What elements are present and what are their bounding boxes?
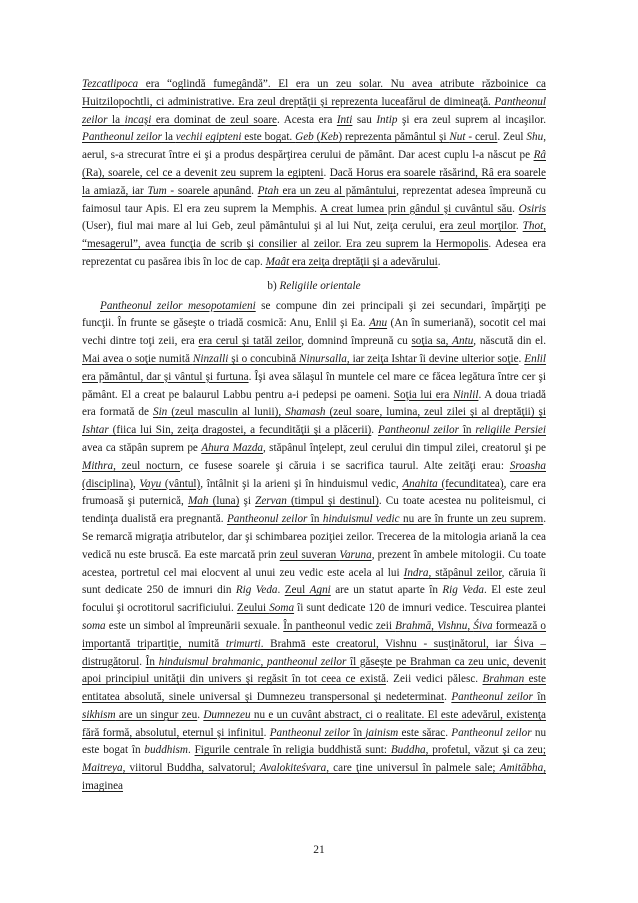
text-run: .: [444, 691, 452, 704]
text-run: (zeul masculin al lunii),: [167, 406, 286, 419]
text-run: Ahura Mazda: [201, 441, 264, 454]
text-run: Mai avea o soţie numită: [82, 352, 193, 365]
text-run: Varuna: [339, 548, 372, 561]
text-run: (zeul soare, lumina, zeul zilei şi al dreptăţii) şi: [325, 406, 546, 419]
text-run: nu e un cuvânt abstract, ci o realitate. El este adevărul, existenţa fără formă, absolutul, eternul şi infinitul: [82, 708, 547, 739]
text-run: , iar zeiţa Ishtar îi devine ulterior soţie: [346, 352, 519, 365]
text-run: (fiica lui Sin, zeiţa dragostei, a fecundităţii şi a plăcerii): [108, 424, 372, 437]
text-run: în: [307, 513, 323, 526]
text-run: , stăpânul înţelept, zeul cerului din timpul zilei, creatorul şi pe: [263, 441, 546, 454]
paragraph-egypt-incas: [82, 76, 546, 272]
text-run: îl găseşte pe Brahman ca zeu unic, devenit apoi principiul unităţii din univers şi regăsit în tot ceea ce există: [82, 655, 546, 686]
text-run: Tezcatlipoca: [82, 78, 139, 90]
text-run: Zeului: [236, 602, 270, 615]
text-run: , întâlnit şi la arieni şi în hinduismul vedic,: [200, 477, 403, 490]
text-run: Keb: [320, 131, 339, 144]
text-run: , zeul nocturn: [113, 459, 181, 472]
text-run: nu este bogat în: [82, 726, 547, 757]
text-run: , stăpânul zeilor: [428, 566, 502, 579]
text-run: ,: [260, 655, 267, 668]
text-run: ) reprezenta pământul şi: [338, 131, 450, 144]
text-run: Pantheonul zeilor: [451, 726, 532, 739]
text-run: , ce fusese soarele şi căruia i se sacrifica taurul. Alte zeităţi erau:: [180, 459, 510, 472]
text-run: , care era frumoasă şi puternică,: [82, 477, 546, 508]
text-run: era “oglindă fumegândă”. El era un zeu solar. Nu avea atribute războinice ca Huitzilopochtli, ci administrative. Era zeul dreptăţii şi reprezenta luceafărul de dimineaţă.: [82, 78, 546, 108]
text-run: este un simbol al împreunării sexuale.: [105, 619, 284, 632]
paragraph-oriental-religions: [82, 298, 546, 796]
text-run: sikhism: [82, 708, 116, 721]
text-run: .: [277, 584, 285, 597]
text-run: . Cu toate acestea nu politeismul, ci tendinţa dualistă era pregnantă.: [82, 495, 546, 526]
text-run: şi era zeul suprem al incaşilor.: [397, 113, 546, 126]
text-run: soma: [82, 619, 106, 632]
text-run: Pantheonul zeilor: [451, 691, 533, 704]
text-run: pantheonul zeilor: [266, 655, 347, 668]
text-run: era zeul morţilor: [439, 220, 516, 233]
text-run: Avalokiteśvara: [259, 762, 327, 775]
text-run: . Se remarcă migraţia atributelor, dar şi schimbarea poziţiei zeilor. Trecerea de la mitologia ariană la cea vedică nu este bruscă. Ea este marcată prin: [82, 513, 547, 561]
text-run: era cerul şi tatăl zeilor: [198, 335, 302, 348]
text-run: , viitorul Buddha, salvatorul;: [122, 762, 260, 775]
text-run: Cu toate acestea, portretul cel mai elocvent al unui zeu vedic este acela al lui: [82, 548, 546, 579]
text-run: sau: [352, 113, 377, 126]
text-run: Pantheonul zeilor: [82, 131, 162, 144]
text-run: Figurile centrale în religia buddhistă sunt:: [194, 744, 391, 757]
text-run: Pantheonul zeilor: [269, 726, 351, 739]
text-run: Pantheonul zeilor mesopotamieni: [100, 299, 256, 312]
text-run: .: [518, 352, 525, 365]
text-run: Inti: [336, 113, 353, 126]
text-run: Indra: [403, 566, 429, 579]
text-run: Ninlil: [452, 388, 479, 401]
text-run: şi o concubină: [228, 352, 299, 365]
text-run: Anu: [369, 317, 388, 330]
text-run: Osiris: [518, 202, 547, 215]
text-run: Ninzalli: [192, 352, 229, 365]
text-run: (: [313, 131, 321, 144]
text-run: . Zeii vedici pălesc.: [385, 673, 483, 686]
text-run: Dacă Horus era soarele răsărind, Râ era soarele la amiază, iar: [82, 166, 546, 197]
text-run: Intip: [376, 113, 398, 126]
text-run: Agni: [309, 584, 331, 597]
text-run: , imaginea: [82, 762, 546, 793]
text-run: Brahman: [482, 673, 525, 686]
text-run: A creat lumea prin gândul şi cuvântul său: [320, 202, 513, 215]
text-run: Mithra: [82, 459, 114, 472]
text-run: .: [437, 255, 441, 268]
text-run: are un statut aparte în: [330, 584, 443, 597]
text-run: Enlil: [524, 352, 547, 365]
text-run: , profetul, văzut şi ca zeu;: [425, 744, 547, 757]
section-heading: [82, 278, 546, 296]
text-run: ,: [467, 619, 474, 632]
text-run: Dumnezeu: [203, 708, 251, 721]
text-run: incaşi: [124, 113, 152, 126]
text-run: Antu: [452, 335, 474, 348]
text-run: Soma: [269, 602, 295, 615]
text-run: Vishnu: [437, 619, 468, 632]
text-run: şi: [239, 495, 256, 508]
text-run: .: [263, 726, 270, 739]
text-run: în: [532, 691, 547, 704]
text-run: Pantheonul zeilor: [226, 513, 308, 526]
text-run: Pantheonul zeilor: [82, 95, 546, 126]
text-run: . Adesea era reprezentat cu pasărea ibis în loc de cap.: [82, 238, 546, 268]
text-run: . Brahmā este creatorul, Vishnu - susţinătorul, iar Śiva – distrugătorul: [82, 637, 546, 668]
text-run: (fecunditatea): [437, 477, 504, 490]
page-number: 21: [313, 844, 325, 856]
text-run: Soţia lui era: [393, 388, 453, 401]
text-run: în: [458, 424, 476, 437]
text-run: Vayu: [139, 477, 162, 490]
text-run: hinduismul brahmanic: [158, 655, 261, 668]
text-run: .: [371, 424, 378, 437]
text-run: Geb: [295, 131, 314, 144]
text-run: , prezent în ambele mitologii.: [371, 548, 509, 561]
text-run: hinduismul vedic: [322, 513, 400, 526]
text-run: (timpul şi destinul): [286, 495, 379, 508]
text-run: - cerul: [465, 131, 498, 144]
text-run: era un zeu al pământului: [278, 184, 397, 197]
text-run: (vântul): [161, 477, 201, 490]
text-run: este entitatea absolută, sinele universal şi Dumnezeu transpersonal şi nedeterminat: [82, 673, 546, 704]
text-run: Zeul: [284, 584, 310, 597]
text-run: este sărac: [398, 726, 446, 739]
text-run: - soarele apunând: [166, 184, 252, 197]
text-run: era zeiţa dreptăţii şi a adevărului: [289, 255, 438, 268]
text-run: În: [145, 655, 159, 668]
text-run: era pământul, dar şi vântul şi furtuna: [82, 370, 249, 383]
text-run: (An în sumeriană), socotit cel mai vechi dintre toţi zeii, era: [82, 317, 546, 348]
text-run: Maitreya: [82, 762, 123, 775]
text-run: Rig Veda: [442, 584, 485, 597]
text-run: Râ: [533, 149, 546, 162]
text-run: , reprezentat adesea împreună cu faimosul taur Apis. El era zeu suprem la Memphis.: [82, 184, 546, 215]
text-run: Ishtar: [82, 424, 109, 437]
text-run: (Ra), soarele, cel ce a devenit zeu suprem la egipteni: [82, 166, 324, 179]
text-run: vechii egipteni: [175, 131, 242, 144]
text-run: Pantheonul zeilor: [377, 424, 459, 437]
text-run: nu are în frunte un zeu suprem: [399, 513, 544, 526]
text-run: .: [197, 708, 204, 721]
text-run: ,: [431, 619, 438, 632]
text-run: îi sunt dedicate 120 de imnuri vedice. Tescuirea plantei: [294, 602, 546, 615]
text-run: .: [323, 166, 330, 179]
document-page: [82, 76, 546, 796]
text-run: Amitābha: [499, 762, 544, 775]
text-run: (disciplina): [82, 477, 133, 490]
text-run: are un singur zeu: [115, 708, 198, 721]
text-run: buddhism: [144, 744, 188, 757]
text-run: în: [350, 726, 366, 739]
text-run: . A doua triadă era formată de: [82, 388, 547, 419]
text-run: Buddha: [390, 744, 426, 757]
text-run: Zervan: [255, 495, 287, 508]
text-run: la: [107, 113, 125, 126]
text-run: (luna): [208, 495, 240, 508]
text-run: Thot: [522, 220, 544, 233]
text-run: Sin: [152, 406, 168, 419]
text-run: , care ţine universul în palmele sale;: [326, 762, 500, 775]
text-run: se compune din zei principali şi zei secundari, împărţiţi pe funcţii. În frunte se găseşte o triadă cosmică: Anu, Enlil şi Ea.: [82, 299, 546, 330]
text-run: jainism: [365, 726, 399, 739]
text-run: era dominat de zeul soare: [151, 113, 278, 126]
text-run: , domnind împreună cu: [301, 335, 412, 348]
text-run: Sroasha: [509, 459, 546, 472]
text-run: Tum: [147, 184, 167, 197]
text-run: .: [515, 220, 523, 233]
text-run: , “mesagerul”, avea funcţia de scrib şi consilier al zeilor. Era zeu suprem la Hermopolis: [82, 220, 546, 251]
text-run: . Acesta era: [277, 113, 337, 126]
text-run: În pantheonul vedic zeii: [283, 619, 396, 632]
text-run: Maât: [265, 255, 290, 268]
text-run: Shu: [526, 131, 544, 144]
text-run: (User), fiul mai mare al lui Geb, zeul pământului şi al lui Nut, zeiţa cerului,: [82, 220, 440, 233]
text-run: zeul suveran: [279, 548, 340, 561]
text-run: , născută din el.: [473, 335, 546, 348]
section-heading-prefix: b): [267, 279, 277, 292]
text-run: Shamash: [285, 406, 326, 419]
text-run: avea ca stăpân suprem pe: [82, 441, 202, 454]
text-run: Mah: [187, 495, 209, 508]
text-run: .: [445, 726, 452, 739]
text-run: ,: [132, 477, 140, 490]
section-heading-title: Religiile orientale: [279, 279, 361, 292]
text-run: . Îşi avea sălaşul în muntele cel mare ce făcea legătura între cer şi pământ. El a creat pe balaurul Labbu pentru a-i pedepsi pe oameni.: [82, 370, 546, 401]
text-run: trimurti: [225, 637, 261, 650]
text-run: .: [187, 744, 195, 757]
text-run: . Zeul: [497, 131, 527, 144]
text-run: .: [251, 184, 258, 197]
text-run: Ninursalla: [299, 352, 347, 365]
text-run: formează o importantă tripartiţie, numită: [82, 619, 547, 650]
text-run: Brahmā: [395, 619, 432, 632]
text-run: .: [139, 655, 146, 668]
text-run: Rig Veda: [235, 584, 278, 597]
text-run: . El este zeul focului şi ocrotitorul sacrificiului.: [82, 584, 546, 615]
text-run: la: [161, 131, 176, 144]
text-run: Śiva: [473, 619, 493, 632]
text-run: religiile Persiei: [475, 424, 547, 437]
text-run: , căruia îi sunt dedicate 250 de imnuri din: [82, 566, 547, 597]
text-run: Ptah: [257, 184, 279, 197]
text-run: soţia sa,: [411, 335, 453, 348]
text-run: Nut: [449, 131, 466, 144]
text-run: Anahita: [402, 477, 438, 490]
text-run: , aerul, s-a strecurat între ei şi a produs despărţirea cerului de pământ. Dar acest cuplu l-a născut pe: [82, 131, 546, 162]
text-run: .: [512, 202, 519, 215]
text-run: este bogat.: [241, 131, 296, 144]
